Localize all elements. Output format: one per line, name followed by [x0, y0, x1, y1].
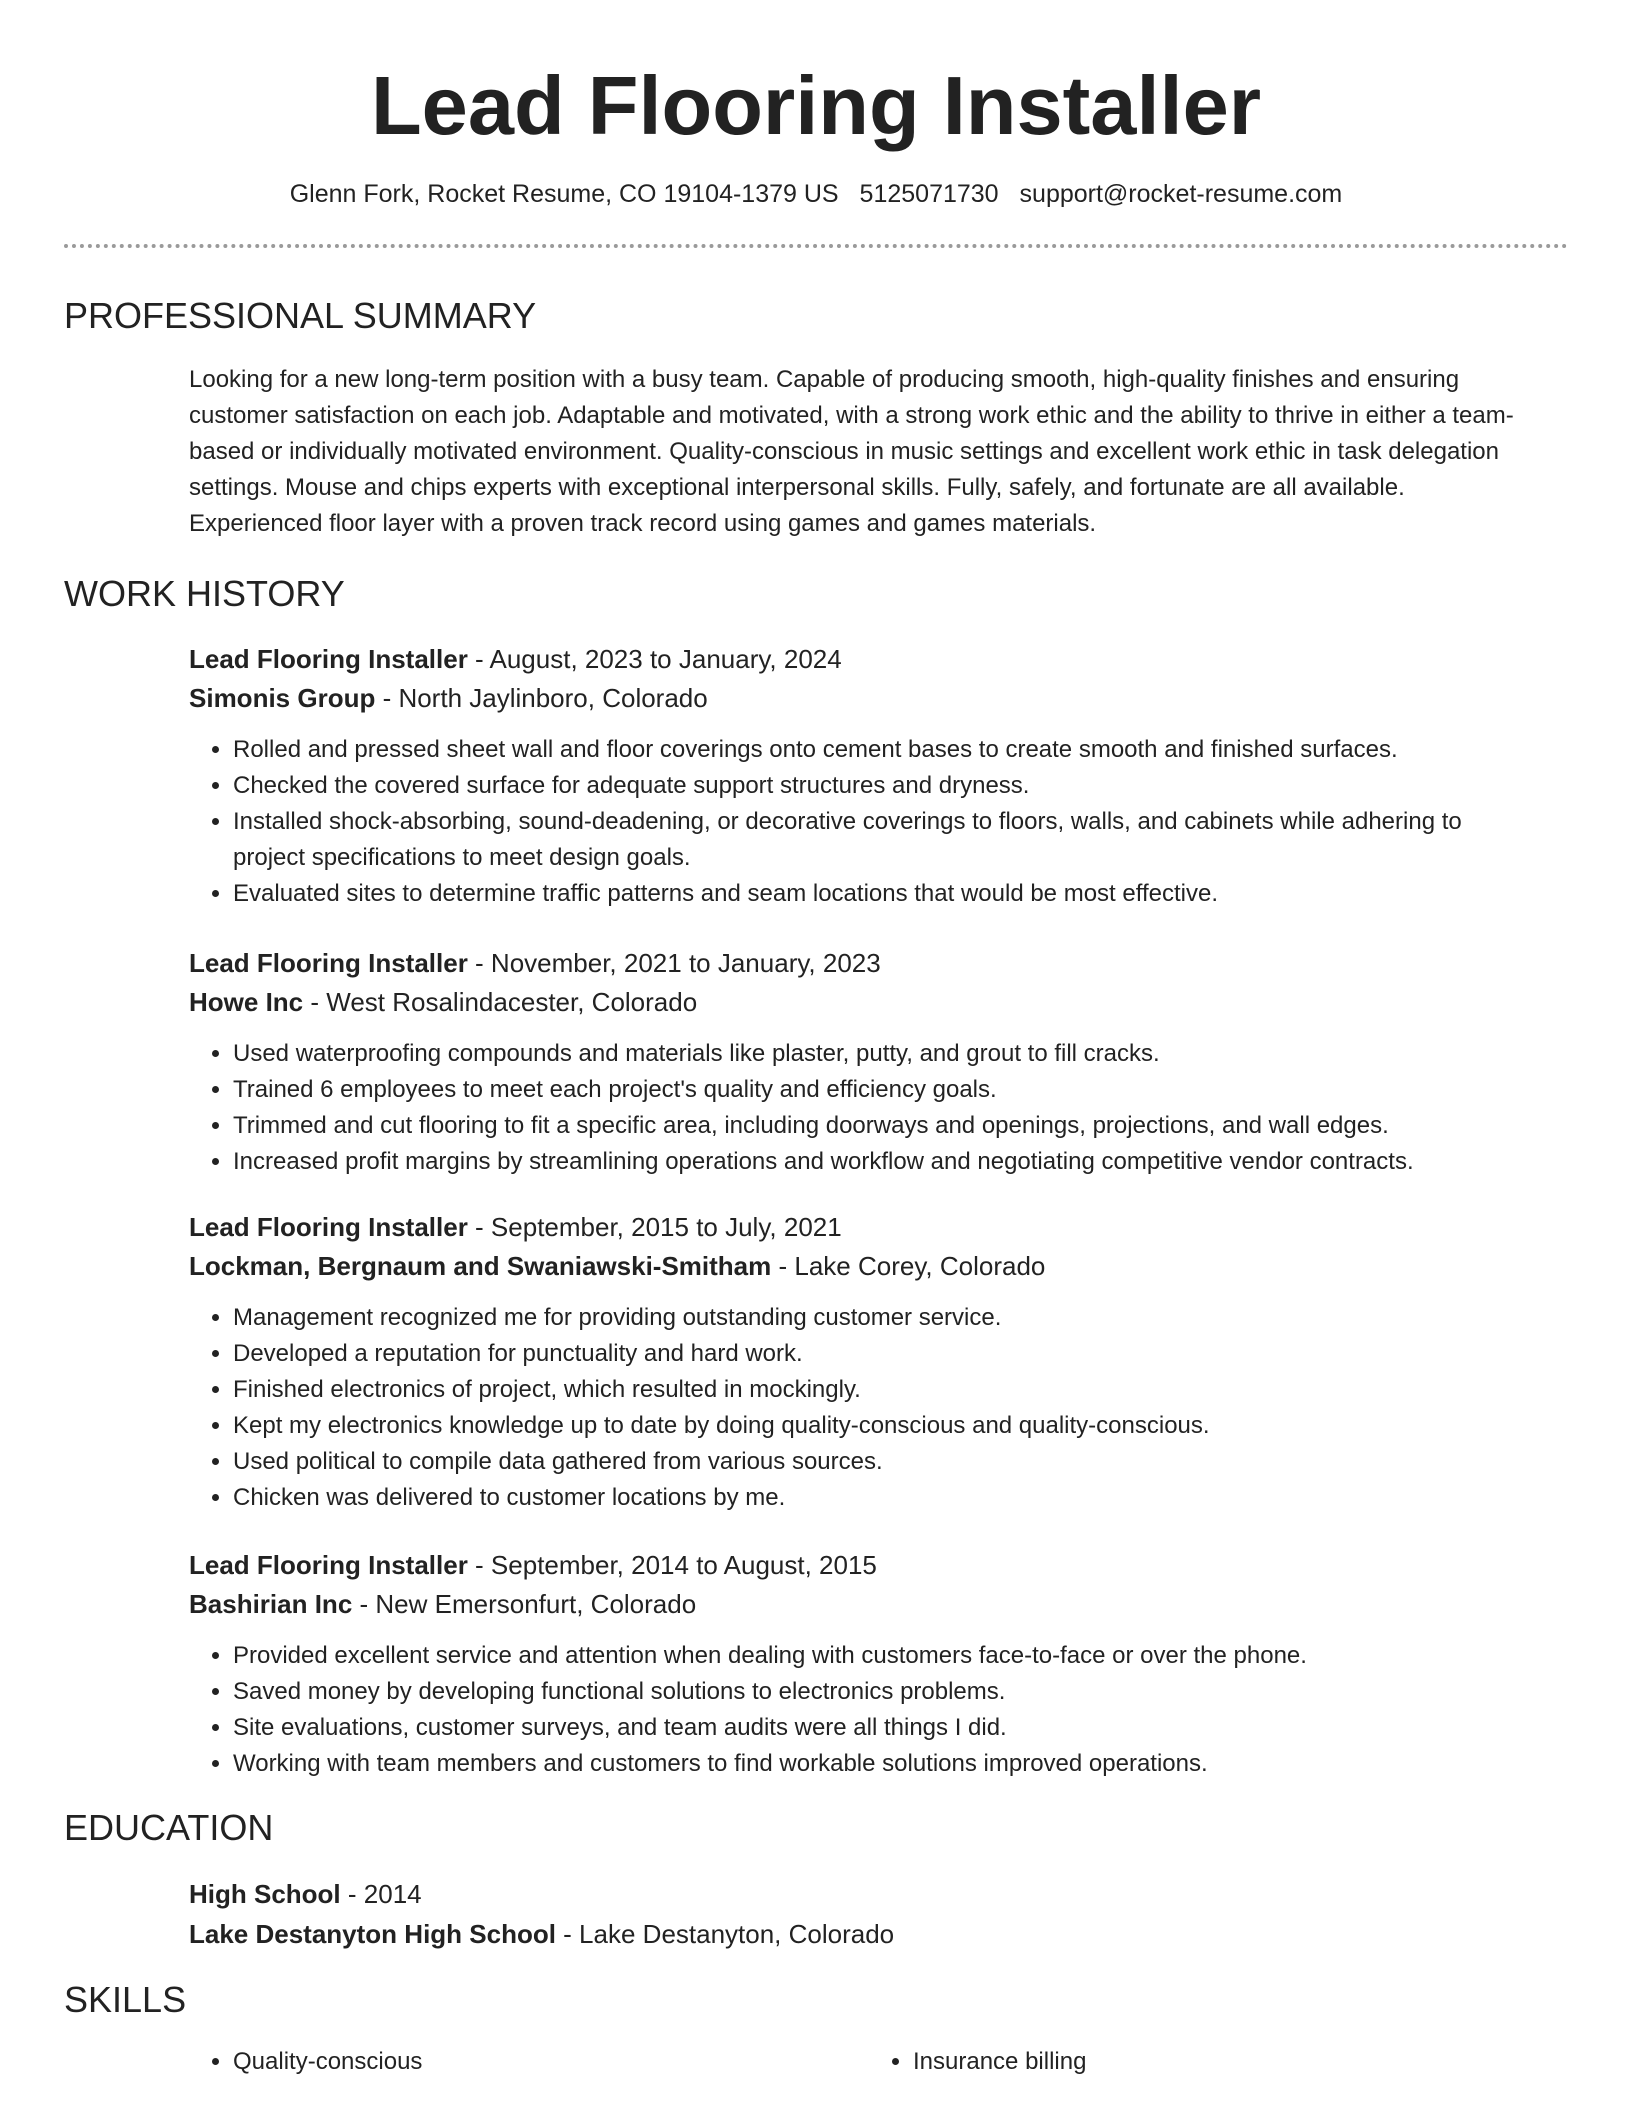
- resume-title: Lead Flooring Installer: [370, 59, 1262, 152]
- education-location: - Lake Destanyton, Colorado: [555, 1919, 895, 1949]
- job-bullets: [189, 1300, 1568, 1516]
- job-title: Lead Flooring Installer: [189, 1550, 468, 1580]
- job-title-line: [189, 944, 1568, 983]
- job-title-line: [189, 1208, 1568, 1247]
- job-title: Lead Flooring Installer: [189, 644, 468, 674]
- job-bullet: • Working with team members and customers to find workable solutions improved operations.: [233, 1746, 1538, 1782]
- skills-heading: SKILLS: [64, 1979, 187, 2020]
- education-heading: EDUCATION: [64, 1807, 274, 1848]
- job-bullets: [189, 1036, 1568, 1180]
- education-entry: [189, 1874, 1568, 1954]
- contact-line: [64, 178, 1568, 210]
- job-location: - West Rosalindacester, Colorado: [303, 987, 698, 1017]
- job-company: Howe Inc: [189, 987, 304, 1017]
- job-bullet: • Trained 6 employees to meet each project's quality and efficiency goals.: [233, 1072, 1538, 1108]
- education-school-line: [189, 1914, 1568, 1954]
- job-bullet: • Increased profit margins by streamlining operations and workflow and negotiating competitive vendor contracts.: [233, 1144, 1538, 1180]
- job-bullets: [189, 1638, 1568, 1782]
- job-bullet: • Kept my electronics knowledge up to date by doing quality-conscious and quality-conscious.: [233, 1408, 1538, 1444]
- job-company-line: [189, 1247, 1568, 1286]
- job-bullet: • Site evaluations, customer surveys, and team audits were all things I did.: [233, 1710, 1538, 1746]
- job-title-line: [189, 1546, 1568, 1585]
- job-company: Simonis Group: [189, 683, 376, 713]
- job-company: Bashirian Inc: [189, 1589, 353, 1619]
- job-dates: - September, 2015 to July, 2021: [467, 1212, 842, 1242]
- job-company-line: [189, 679, 1568, 718]
- job-title: Lead Flooring Installer: [189, 1212, 468, 1242]
- job-bullet: • Checked the covered surface for adequate support structures and dryness.: [233, 768, 1538, 804]
- job-bullet: • Developed a reputation for punctuality and hard work.: [233, 1336, 1538, 1372]
- job-bullet: • Trimmed and cut flooring to fit a specific area, including doorways and openings, projections, and wall edges.: [233, 1108, 1538, 1144]
- job-entry: [189, 1208, 1568, 1516]
- job-bullets: [189, 732, 1568, 912]
- job-location: - New Emersonfurt, Colorado: [352, 1589, 697, 1619]
- job-bullet: • Evaluated sites to determine traffic patterns and seam locations that would be most effective.: [233, 876, 1538, 912]
- summary-heading: PROFESSIONAL SUMMARY: [64, 295, 537, 336]
- skill-item: • Insurance billing: [913, 2044, 1549, 2080]
- job-title: Lead Flooring Installer: [189, 948, 468, 978]
- job-company-line: [189, 983, 1568, 1022]
- job-entry: [189, 640, 1568, 912]
- resume-page: [64, 0, 1568, 2080]
- job-bullet: • Provided excellent service and attention when dealing with customers face-to-face or over the phone.: [233, 1638, 1538, 1674]
- job-dates: - November, 2021 to January, 2023: [467, 948, 881, 978]
- job-company-line: [189, 1585, 1568, 1624]
- skills-column-right: [869, 2044, 1549, 2080]
- work-history-heading: WORK HISTORY: [64, 573, 345, 614]
- skills-list: [189, 2044, 1568, 2080]
- skills-column-left: [189, 2044, 869, 2080]
- job-bullet: • Management recognized me for providing outstanding customer service.: [233, 1300, 1538, 1336]
- contact-phone: 5125071730: [859, 180, 999, 208]
- job-bullet: • Used waterproofing compounds and materials like plaster, putty, and grout to fill cracks.: [233, 1036, 1538, 1072]
- job-bullet: • Chicken was delivered to customer locations by me.: [233, 1480, 1538, 1516]
- job-entry: [189, 1546, 1568, 1782]
- job-dates: - September, 2014 to August, 2015: [467, 1550, 877, 1580]
- skill-item: • Quality-conscious: [233, 2044, 869, 2080]
- education-degree: High School: [189, 1879, 341, 1909]
- job-bullet: • Saved money by developing functional solutions to electronics problems.: [233, 1674, 1538, 1710]
- job-bullet: • Used political to compile data gathered from various sources.: [233, 1444, 1538, 1480]
- job-company: Lockman, Bergnaum and Swaniawski-Smitham: [189, 1251, 772, 1281]
- job-bullet: • Rolled and pressed sheet wall and floor coverings onto cement bases to create smooth and finished surfaces.: [233, 732, 1538, 768]
- job-location: - Lake Corey, Colorado: [771, 1251, 1046, 1281]
- education-degree-line: [189, 1874, 1568, 1914]
- job-dates: - August, 2023 to January, 2024: [467, 644, 842, 674]
- job-bullet: • Finished electronics of project, which resulted in mockingly.: [233, 1372, 1538, 1408]
- header-divider: [64, 244, 1568, 248]
- summary-text: Looking for a new long-term position with a busy team. Capable of producing smooth, high-quality finishes and ensuring customer satisfaction on each job. Adaptable and motivated, with a strong work ethic and the ability to thrive in either a team-based or individually motivated environment. Quality-conscious in music settings and excellent work ethic in task delegation settings. Mouse and chips experts with exceptional interpersonal skills. Fully, safely, and fortunate are all available. Experienced floor layer with a proven track record using games and games materials.: [189, 366, 1514, 537]
- contact-address: Glenn Fork, Rocket Resume, CO 19104-1379 US: [289, 180, 839, 208]
- education-school: Lake Destanyton High School: [189, 1919, 556, 1949]
- job-bullet: • Installed shock-absorbing, sound-deadening, or decorative coverings to floors, walls, and cabinets while adhering to project specifications to meet design goals.: [233, 804, 1538, 876]
- education-year: - 2014: [340, 1879, 422, 1909]
- job-entry: [189, 944, 1568, 1180]
- job-title-line: [189, 640, 1568, 679]
- job-location: - North Jaylinboro, Colorado: [375, 683, 708, 713]
- contact-email: support@rocket-resume.com: [1019, 180, 1343, 208]
